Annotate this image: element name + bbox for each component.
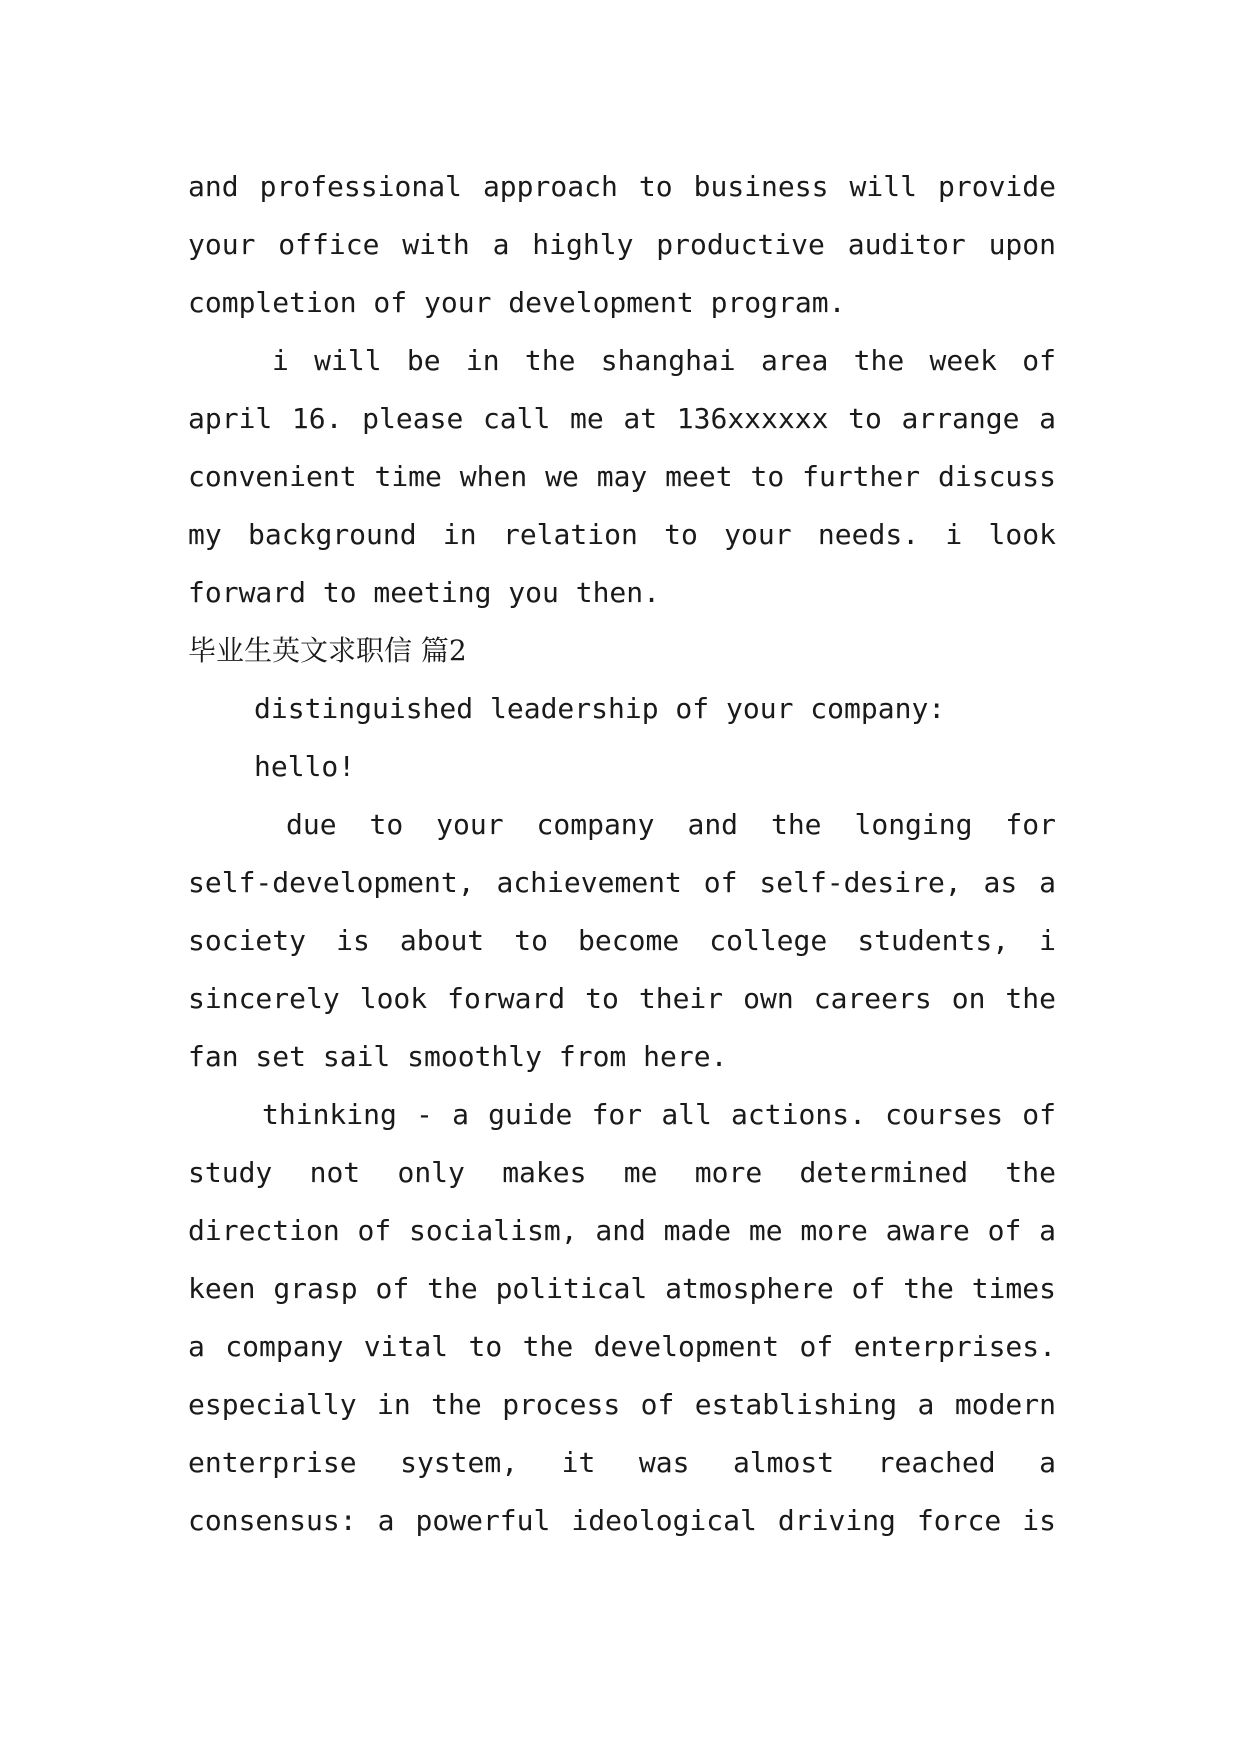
text-line: april 16. please call me at 136xxxxxx to arrange a <box>188 402 1056 435</box>
text-line: a company vital to the development of enterprises. <box>188 1330 1056 1363</box>
text-line: keen grasp of the political atmosphere of the times <box>188 1272 1056 1305</box>
text-line: sincerely look forward to their own careers on the <box>188 982 1056 1015</box>
text-line: fan set sail smoothly from here. <box>188 1040 728 1073</box>
text-line: and professional approach to business will provide <box>188 170 1056 203</box>
text-line: convenient time when we may meet to further discuss <box>188 460 1056 493</box>
text-line: society is about to become college students, i <box>188 924 1056 957</box>
text-line: forward to meeting you then. <box>188 576 661 609</box>
text-line: enterprise system, it was almost reached a <box>188 1446 1056 1479</box>
text-line: especially in the process of establishing a modern <box>188 1388 1056 1421</box>
text-line: your office with a highly productive auditor upon <box>188 228 1056 261</box>
text-line: direction of socialism, and made me more aware of a <box>188 1214 1056 1247</box>
text-line: study not only makes me more determined the <box>188 1156 1056 1189</box>
paragraph-4 <box>188 1086 1056 1550</box>
section-heading: 毕业生英文求职信 篇2 <box>188 634 467 667</box>
salutation: distinguished leadership of your company: <box>254 692 946 725</box>
text-line: consensus: a powerful ideological driving force is <box>188 1504 1056 1537</box>
text-line: self-development, achievement of self-desire, as a <box>188 866 1056 899</box>
text-line: i will be in the shanghai area the week of <box>272 344 1056 377</box>
paragraph-3 <box>188 796 1056 1086</box>
paragraph-1 <box>188 158 1056 332</box>
text-line: my background in relation to your needs. i look <box>188 518 1056 551</box>
text-line: due to your company and the longing for <box>286 808 1056 841</box>
paragraph-2 <box>188 332 1056 622</box>
text-line: completion of your development program. <box>188 286 846 319</box>
document-body <box>188 158 1056 1550</box>
greeting: hello! <box>254 750 356 783</box>
text-line: thinking - a guide for all actions. courses of <box>262 1098 1056 1131</box>
